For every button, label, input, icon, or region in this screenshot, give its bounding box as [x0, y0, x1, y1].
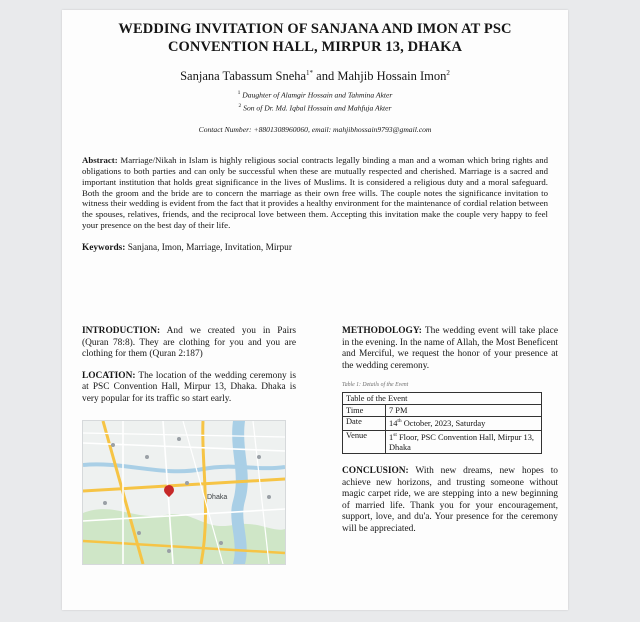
abstract — [82, 155, 548, 231]
affiliation-2-text: Son of Dr. Md. Iqbal Hossain and Mahfuja Akter — [243, 103, 392, 113]
venue-floor: 1 — [389, 432, 394, 442]
table-header-row — [343, 393, 542, 405]
paper-title: WEDDING INVITATION OF SANJANA AND IMON AT PSC CONVENTION HALL, MIRPUR 13, DHAKA — [118, 21, 512, 55]
location-heading: LOCATION: — [82, 370, 136, 381]
author-1: Sanjana Tabassum Sneha — [180, 69, 307, 84]
date-ordinal: th — [397, 418, 402, 425]
keywords-text: Sanjana, Imon, Marriage, Invitation, Mirpur — [127, 242, 292, 253]
abstract-text: Marriage/Nikah in Islam is highly religious social contracts legally binding a man and a woman which bring rights and obligations to both parties and can only be successful when these are mutually respected and cherished. Marriage is a sacred and important institution that holds great significance in the lives of Muslims. It is considered a religious duty and a moral safeguard. Both the groom and the bride are to concern the marriage as their own free wills. The couple notes the significance invitation to witness their wedding is evident from the fact that it provides a healthy environment for the maintenance of cordial relation between the spouses, relatives, friends, and the reciprocal love between them. Accepting this invitation make the couple very happy to feel your presence on the best day of their life. — [82, 155, 549, 230]
abstract-heading: Abstract: — [82, 155, 118, 166]
table-title: Table of the Event — [343, 393, 542, 405]
date-rest: October, 2023, Saturday — [401, 419, 486, 429]
methodology-section — [342, 326, 558, 372]
introduction-heading: INTRODUCTION: — [82, 326, 161, 336]
left-column — [82, 326, 296, 565]
conclusion-heading: CONCLUSION: — [342, 465, 409, 476]
conclusion-text: With new dreams, new hopes to achieve new horizons, and trusting someone without magic carpet ride, we are stepping into a new beginning of married life. Thank you for your encouragement, support, love, and du'a. Your presence for the ceremony will be appreciated. — [342, 465, 558, 534]
venue-rest: Floor, PSC Convention Hall, Mirpur 13, Dhaka — [389, 432, 535, 452]
affiliations — [62, 88, 568, 114]
row-value-venue — [386, 430, 542, 453]
two-column-body — [82, 326, 558, 606]
table-caption: Table 1: Details of the Event — [342, 382, 409, 389]
methodology-text: The wedding event will take place in the evening. In the name of Allah, the Most Beneficent and Merciful, we request the honor of your presence at the wedding ceremony. — [342, 326, 558, 371]
affiliation-1-sup: 1 — [237, 90, 241, 97]
table-row — [343, 405, 542, 417]
methodology-heading: METHODOLOGY: — [342, 326, 422, 336]
author-1-sup: 1* — [306, 69, 314, 77]
location-map[interactable] — [82, 420, 286, 565]
paper-page — [62, 10, 568, 610]
introduction-text: And we created you in Pairs (Quran 78:8). They are clothing for you and you are clothing for them (Quran 2:187) — [82, 326, 297, 360]
author-conjunction: and — [316, 69, 335, 84]
row-value-time: 7 PM — [386, 405, 542, 417]
table-row — [343, 430, 542, 453]
affiliation-2-sup: 2 — [238, 103, 242, 110]
introduction-section — [82, 326, 296, 361]
affiliation-1 — [62, 88, 568, 101]
conclusion-section — [342, 466, 558, 536]
map-city-label: Dhaka — [207, 493, 228, 501]
authors-line — [62, 69, 568, 84]
row-key-date: Date — [343, 416, 386, 430]
map-graphic — [83, 421, 285, 564]
keywords-heading: Keywords: — [82, 242, 126, 253]
row-key-venue: Venue — [343, 430, 386, 453]
affiliation-1-text: Daughter of Alamgir Hossain and Tahmina Akter — [242, 90, 393, 100]
author-2-sup: 2 — [446, 69, 450, 77]
affiliation-2 — [62, 101, 568, 114]
table-row — [343, 416, 542, 430]
row-value-date — [386, 416, 542, 430]
venue-ordinal: st — [393, 432, 397, 439]
right-column — [342, 326, 558, 546]
row-key-time: Time — [343, 405, 386, 417]
author-2: Mahjib Hossain Imon — [337, 69, 447, 84]
location-text: The location of the wedding ceremony is at PSC Convention Hall, Mirpur 13, Dhaka. Dhaka is very popular for its traffic so start early. — [82, 370, 296, 404]
keywords — [82, 243, 548, 253]
location-section — [82, 371, 296, 406]
event-table — [342, 392, 542, 454]
contact-line: Contact Number: +8801308960060, email: mahjibhossain9793@gmail.com — [198, 125, 432, 135]
date-day: 14 — [389, 419, 398, 429]
